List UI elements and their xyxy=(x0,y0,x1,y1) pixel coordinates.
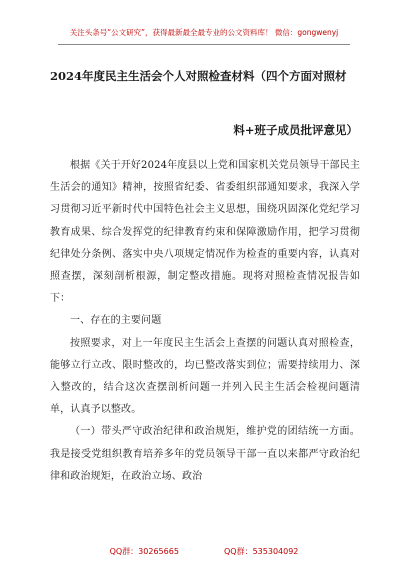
body-paragraph: 按照要求，对上一年度民主生活会上查摆的问题认真对照检查，能够立行立改、限时整改的，均已整改落实到位；需要持续用力、深入整改的，结合这次查摆剖析问题一并列入民主生活会检视问题清单，认真予以整改。 xyxy=(50,337,360,416)
header-banner: 关注头条号“公文研究”，获得最新最全最专业的公文资料库！ 微信：gongwenyj xyxy=(69,28,339,37)
document-body xyxy=(50,155,360,488)
header-divider xyxy=(58,44,350,45)
body-paragraph: （一）带头严守政治纪律和政治规矩，维护党的团结统一方面。我是接受党组织教育培养多年的党员领导干部一直以来都严守政治纪律和政治规矩，在政治立场、政治 xyxy=(50,426,360,482)
footer-contacts xyxy=(0,546,408,557)
section-heading: 一、存在的主要问题 xyxy=(70,315,162,327)
document-title-line-1: 2024年度民主生活会个人对照检查材料（四个方面对照材 xyxy=(50,69,347,83)
document-title-line-2: 料+班子成员批评意见） xyxy=(233,123,358,137)
footer-qq-group-2: QQ群：535304092 xyxy=(224,547,299,556)
intro-paragraph: 根据《关于开好2024年度县以上党和国家机关党员领导干部民主生活会的通知》精神，按照省纪委、省委组织部通知要求，我深入学习贯彻习近平新时代中国特色社会主义思想，围绕巩固深化党纪学习教育成果、综合发挥党的纪律教育约束和保障激励作用，把学习贯彻纪律处分条例、落实中央八项规定情况作为检查的重要内容，认真对照查摆，深刻剖析根源，制定整改措施。现将对照检查情况报告如下： xyxy=(50,160,360,305)
footer-qq-group-1: QQ群：30265665 xyxy=(109,547,179,556)
